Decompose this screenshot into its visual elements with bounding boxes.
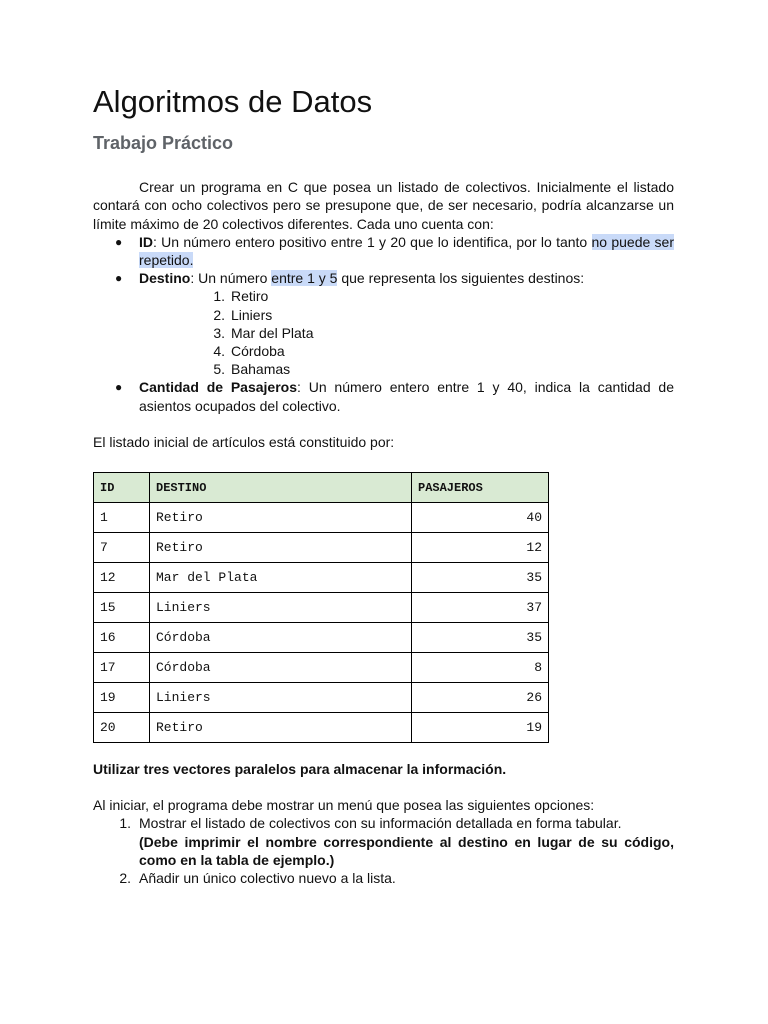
intro-text: Crear un programa en C que posea un listado de colectivos. Inicialmente el listado contará con ocho colectivos pero se presupone que, de ser necesario, podría alcanzarse un límite máximo de 20 colectivos diferentes. Cada uno cuenta con: (93, 179, 674, 232)
list-item: 4. Córdoba (213, 343, 285, 360)
cell-destino: Liniers (150, 593, 412, 623)
table-row (94, 593, 549, 623)
menu-option-item (93, 814, 674, 869)
menu-option-text: Mostrar el listado de colectivos con su información detallada en forma tabular. (139, 815, 622, 832)
menu-option-item (93, 869, 674, 887)
cell-id: 15 (94, 593, 150, 623)
bullet-icon: ● (115, 271, 123, 286)
field-item-pasajeros (93, 378, 674, 414)
cell-id: 16 (94, 623, 150, 653)
highlighted-text: no puede ser repetido. (139, 233, 675, 269)
list-item: 3. Mar del Plata (213, 324, 314, 341)
intro-paragraph (93, 178, 674, 233)
field-description: : Un número entero positivo entre 1 y 20 que lo identifica, por lo tanto (153, 233, 592, 250)
cell-destino: Liniers (150, 683, 412, 713)
cell-pasajeros: 12 (412, 533, 549, 563)
field-name: Cantidad de Pasajeros (139, 379, 298, 396)
column-header-id: ID (94, 473, 150, 503)
field-name: Destino (139, 270, 191, 287)
field-list (93, 233, 674, 415)
list-number: 1. (119, 815, 131, 832)
table-row (94, 563, 549, 593)
document-page (93, 84, 674, 887)
list-item: 5. Bahamas (213, 361, 291, 378)
cell-destino: Córdoba (150, 623, 412, 653)
field-description-end: que representa los siguientes destinos: (337, 270, 585, 287)
menu-intro: Al iniciar, el programa debe mostrar un menú que posea las siguientes opciones: (93, 797, 595, 814)
list-number: 2. (119, 870, 131, 887)
document-title: Algoritmos de Datos (93, 84, 373, 119)
field-name: ID (139, 233, 153, 250)
instruction-paragraph (93, 760, 674, 778)
cell-id: 19 (94, 683, 150, 713)
menu-option-text: Añadir un único colectivo nuevo a la lista. (139, 870, 396, 887)
cell-id: 20 (94, 713, 150, 743)
cell-destino: Córdoba (150, 653, 412, 683)
highlighted-text: entre 1 y 5 (271, 270, 338, 287)
column-header-destino: DESTINO (150, 473, 412, 503)
menu-option-note: (Debe imprimir el nombre correspondiente al destino en lugar de su código, como en la tabla de ejemplo.) (139, 833, 674, 868)
table-row (94, 623, 549, 653)
document-subtitle: Trabajo Práctico (93, 132, 234, 153)
field-item-id (93, 233, 674, 269)
cell-id: 7 (94, 533, 150, 563)
cell-pasajeros: 35 (412, 563, 549, 593)
cell-pasajeros: 37 (412, 593, 549, 623)
table-row (94, 713, 549, 743)
table-row (94, 653, 549, 683)
buses-table (93, 472, 549, 743)
instruction-text: Utilizar tres vectores paralelos para almacenar la información. (93, 761, 507, 778)
cell-pasajeros: 26 (412, 683, 549, 713)
bullet-icon: ● (115, 380, 123, 395)
cell-id: 1 (94, 503, 150, 533)
field-description: : Un número entero entre 1 y 40, indica la cantidad de asientos ocupados del colectivo. (139, 379, 675, 414)
cell-id: 17 (94, 653, 150, 683)
cell-id: 12 (94, 563, 150, 593)
cell-destino: Retiro (150, 533, 412, 563)
cell-destino: Retiro (150, 503, 412, 533)
table-row (94, 683, 549, 713)
table-header-row (94, 473, 549, 503)
destination-list (139, 287, 674, 378)
cell-pasajeros: 8 (412, 653, 549, 683)
table-row (94, 533, 549, 563)
field-item-destino (93, 269, 674, 378)
bullet-icon: ● (115, 234, 123, 249)
cell-pasajeros: 19 (412, 713, 549, 743)
list-item: 2. Liniers (213, 306, 273, 323)
table-row (94, 503, 549, 533)
table-intro: El listado inicial de artículos está constituido por: (93, 433, 395, 450)
list-item: 1. Retiro (213, 288, 269, 305)
menu-options-list (93, 814, 674, 887)
column-header-pasajeros: PASAJEROS (412, 473, 549, 503)
cell-pasajeros: 35 (412, 623, 549, 653)
cell-pasajeros: 40 (412, 503, 549, 533)
cell-destino: Mar del Plata (150, 563, 412, 593)
cell-destino: Retiro (150, 713, 412, 743)
field-description: : Un número (190, 270, 272, 287)
